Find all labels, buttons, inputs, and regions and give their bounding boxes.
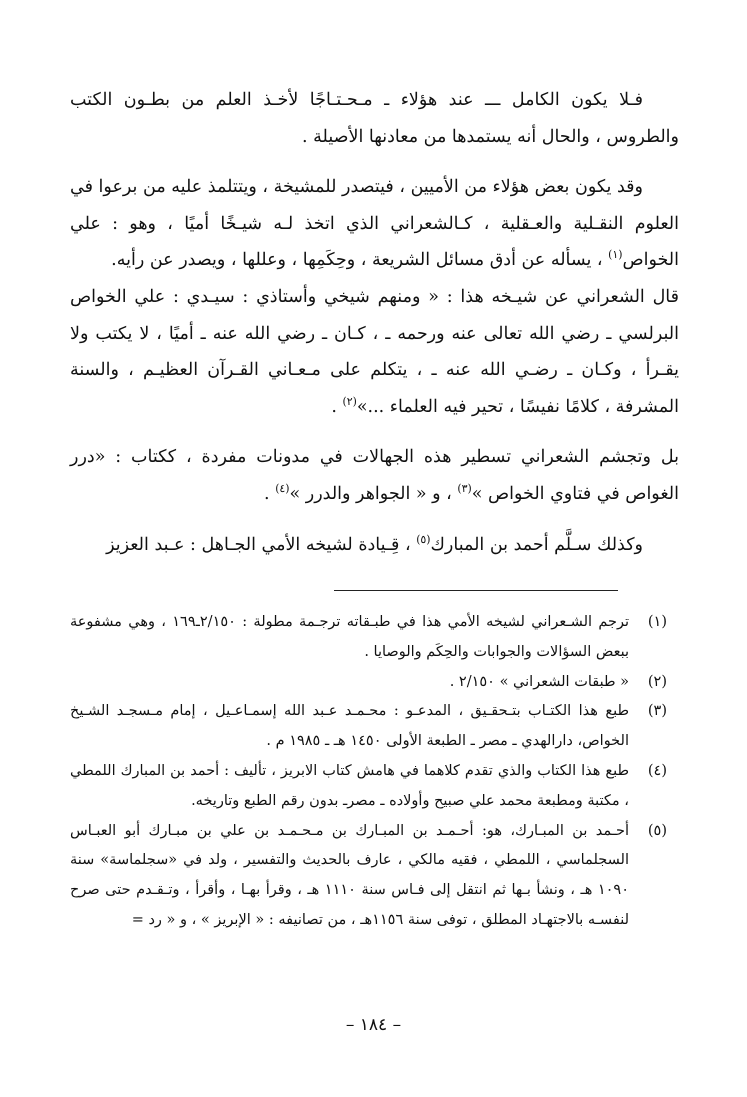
footnote-number: (٥) [647,822,667,839]
paragraph-4-mid: ، و « الجواهر والدرر » [289,483,452,504]
footnote-text: « طبقات الشعراني » ٢/١٥٠ . [449,673,629,690]
paragraph-4-text: بل وتجشم الشعراني تسطير هذه الجهالات في مدونات مفردة ، ككتاب : «درر الغواص في فتاوي الخواص » [70,447,679,504]
paragraph-3-end: . [331,396,337,417]
paragraph-2-text: وقد يكون بعض هؤلاء من الأميين ، فيتصدر للمشيخة ، ويتتلمذ عليه من برعوا في العلوم النقـلية والعـقلية ، كـالشعراني الذي اتخذ لـه شيـخًا أميًا ، وهو : علي الخواص [70,177,679,271]
footnote-ref-2: (٢) [342,394,357,408]
paragraph-1-text: فـلا يكون الكامل ـــ عند هؤلاء ـ مـحـتـاجًا لأخـذ العلم من بطـون الكتب والطروس ، والحال أنه يستمدها من معادنها الأصيلة . [70,90,679,147]
footnote-text: ترجم الشـعراني لشيخه الأمي هذا في طبـقاته ترجـمة مطولة : ٢/١٥٠ـ١٦٩ ، وهي مشفوعة ببعض السؤالات والجوابات والحِكَم والوصايا . [70,614,629,660]
paragraph-4-end: . [264,483,270,504]
footnotes [70,608,667,936]
main-text [70,82,679,563]
paragraph-5 [70,527,679,564]
paragraph-4 [70,439,679,512]
footnote-text: طبع هذا الكتـاب بتـحقـيق ، المدعـو : محـمـد عـبد الله إسمـاعـيل ، إمام مـسجـد الشـيخ الخواص، دارالهدي ـ مصر ـ الطبعة الأولى ١٤٥٠ هـ ـ ١٩٨٥ م . [70,703,629,750]
paragraph-3-text: قال الشعراني عن شيـخه هذا : « ومنهم شيخي وأستاذي : سيـدي : علي الخواص البرلسي ـ رضي الله تعالى عنه ورحمه ـ ، كـان ـ رضي الله عنه ـ أميًا ، لا يكتب ولا يقـرأ ، وكـان ـ رضـي الله عنه ـ ، يتكلم على مـعـاني القـرآن العظيـم ، والسنة المشرفة ، كلامًا نفيسًا ، تحير فيه العلماء ...» [70,286,679,417]
page-number: – ١٨٤ – [345,1015,402,1035]
paragraph-5-end: ، قِـيادة لشيخه الأمي الجـاهل : عـبد العزيز [106,534,411,555]
footnote-3 [70,697,667,757]
footnote-ref-3: (٣) [457,482,472,496]
footnote-divider [334,590,618,591]
paragraph-1 [70,82,679,155]
footnote-number: (١) [647,614,667,630]
footnote-2 [70,668,667,698]
footnote-5 [70,817,667,936]
footnote-number: (٣) [647,703,667,720]
footnote-ref-5: (٥) [416,532,431,546]
footnote-ref-4: (٤) [275,482,290,496]
paragraph-5-text: وكذلك سـلَّم أحمد بن المبارك [430,534,643,555]
footnote-1 [70,608,667,668]
paragraph-2-end: ، يسأله عن أدق مسائل الشريعة ، وحِكَمِها ، وعللها ، ويصدر عن رأيه. [111,250,603,271]
footnote-4 [70,757,667,817]
footnote-number: (٤) [647,762,667,779]
footnote-text: طبع هذا الكتاب والذي تقدم كلاهما في هامش كتاب الابريز ، تأليف : أحمد بن المبارك اللمطي ، مكتبة ومطبعة محمد علي صبيح وأولاده ـ مصرـ بدون رقم الطبع وتاريخه. [70,762,629,809]
footnote-ref-1: (١) [608,248,623,262]
footnote-text: أحـمد بن المبـارك، هو: أحـمـد بن المبـارك بن مـحـمـد بن علي بن مبـارك أبو العبـاس السجلماسي ، اللمطي ، فقيه مالكي ، عارف بالحديث والتفسير ، ولد في «سجلماسة» سنة ١٠٩٠ هـ ، ونشأ بـها ثم انتقل إلى فـاس سنة ١١١٠ هـ ، وقرأ بهـا ، وأقرأ ، وتـقـدم حتى صرح لنفسـه بالاجتهـاد المطلق ، توفى سنة ١١٥٦هـ ، من تصانيفه : « الإبريز » ، و « رد = [70,822,629,928]
footnote-number: (٢) [647,673,667,690]
paragraph-3 [70,279,679,425]
paragraph-2 [70,169,679,279]
